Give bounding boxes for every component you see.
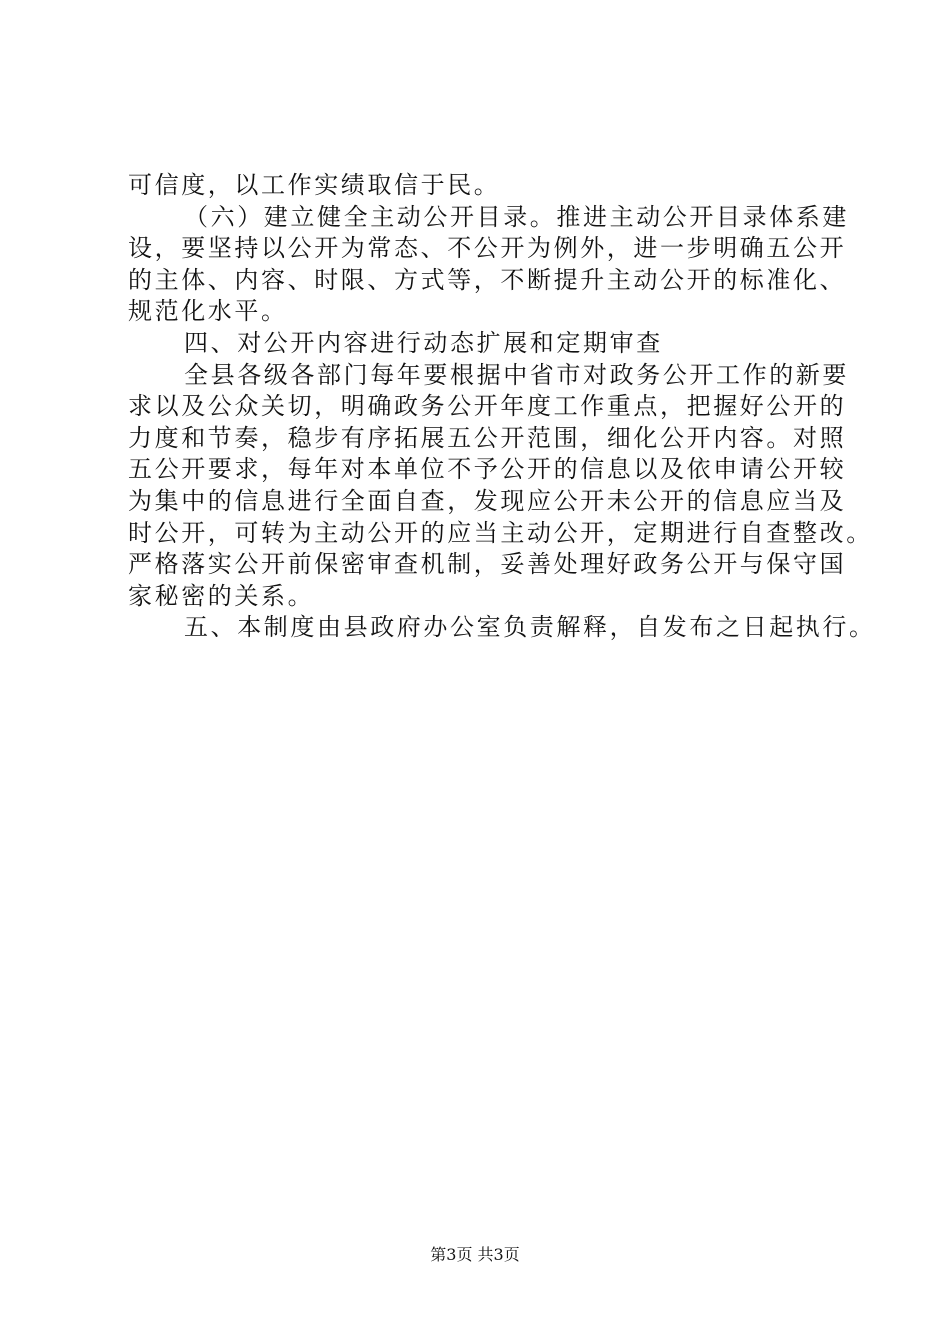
text-line: 时公开，可转为主动公开的应当主动公开，定期进行自查整改。 xyxy=(128,518,873,547)
text-line: 求以及公众关切，明确政务公开年度工作重点，把握好公开的 xyxy=(128,392,847,421)
document-body xyxy=(128,170,876,644)
text-line: 力度和节奏，稳步有序拓展五公开范围，细化公开内容。对照 xyxy=(128,423,847,452)
section-heading: 五、本制度由县政府办公室负责解释，自发布之日起执行。 xyxy=(184,613,876,642)
page-number: 第3页 共3页 xyxy=(430,1245,520,1264)
text-line: 为集中的信息进行全面自查，发现应公开未公开的信息应当及 xyxy=(128,486,847,515)
text-line: 五公开要求，每年对本单位不予公开的信息以及依申请公开较 xyxy=(128,455,847,484)
text-line: 规范化水平。 xyxy=(128,297,288,326)
text-line: 家秘密的关系。 xyxy=(128,581,315,610)
text-line: 严格落实公开前保密审查机制，妥善处理好政务公开与保守国 xyxy=(128,550,847,579)
text-line: 可信度，以工作实绩取信于民。 xyxy=(128,171,501,199)
text-line: （六）建立健全主动公开目录。推进主动公开目录体系建 xyxy=(184,202,849,231)
text-line: 全县各级各部门每年要根据中省市对政务公开工作的新要 xyxy=(184,360,849,389)
text-line: 设，要坚持以公开为常态、不公开为例外，进一步明确五公开 xyxy=(128,234,847,263)
section-heading: 四、对公开内容进行动态扩展和定期审查 xyxy=(184,328,663,357)
text-line: 的主体、内容、时限、方式等，不断提升主动公开的标准化、 xyxy=(128,265,847,294)
